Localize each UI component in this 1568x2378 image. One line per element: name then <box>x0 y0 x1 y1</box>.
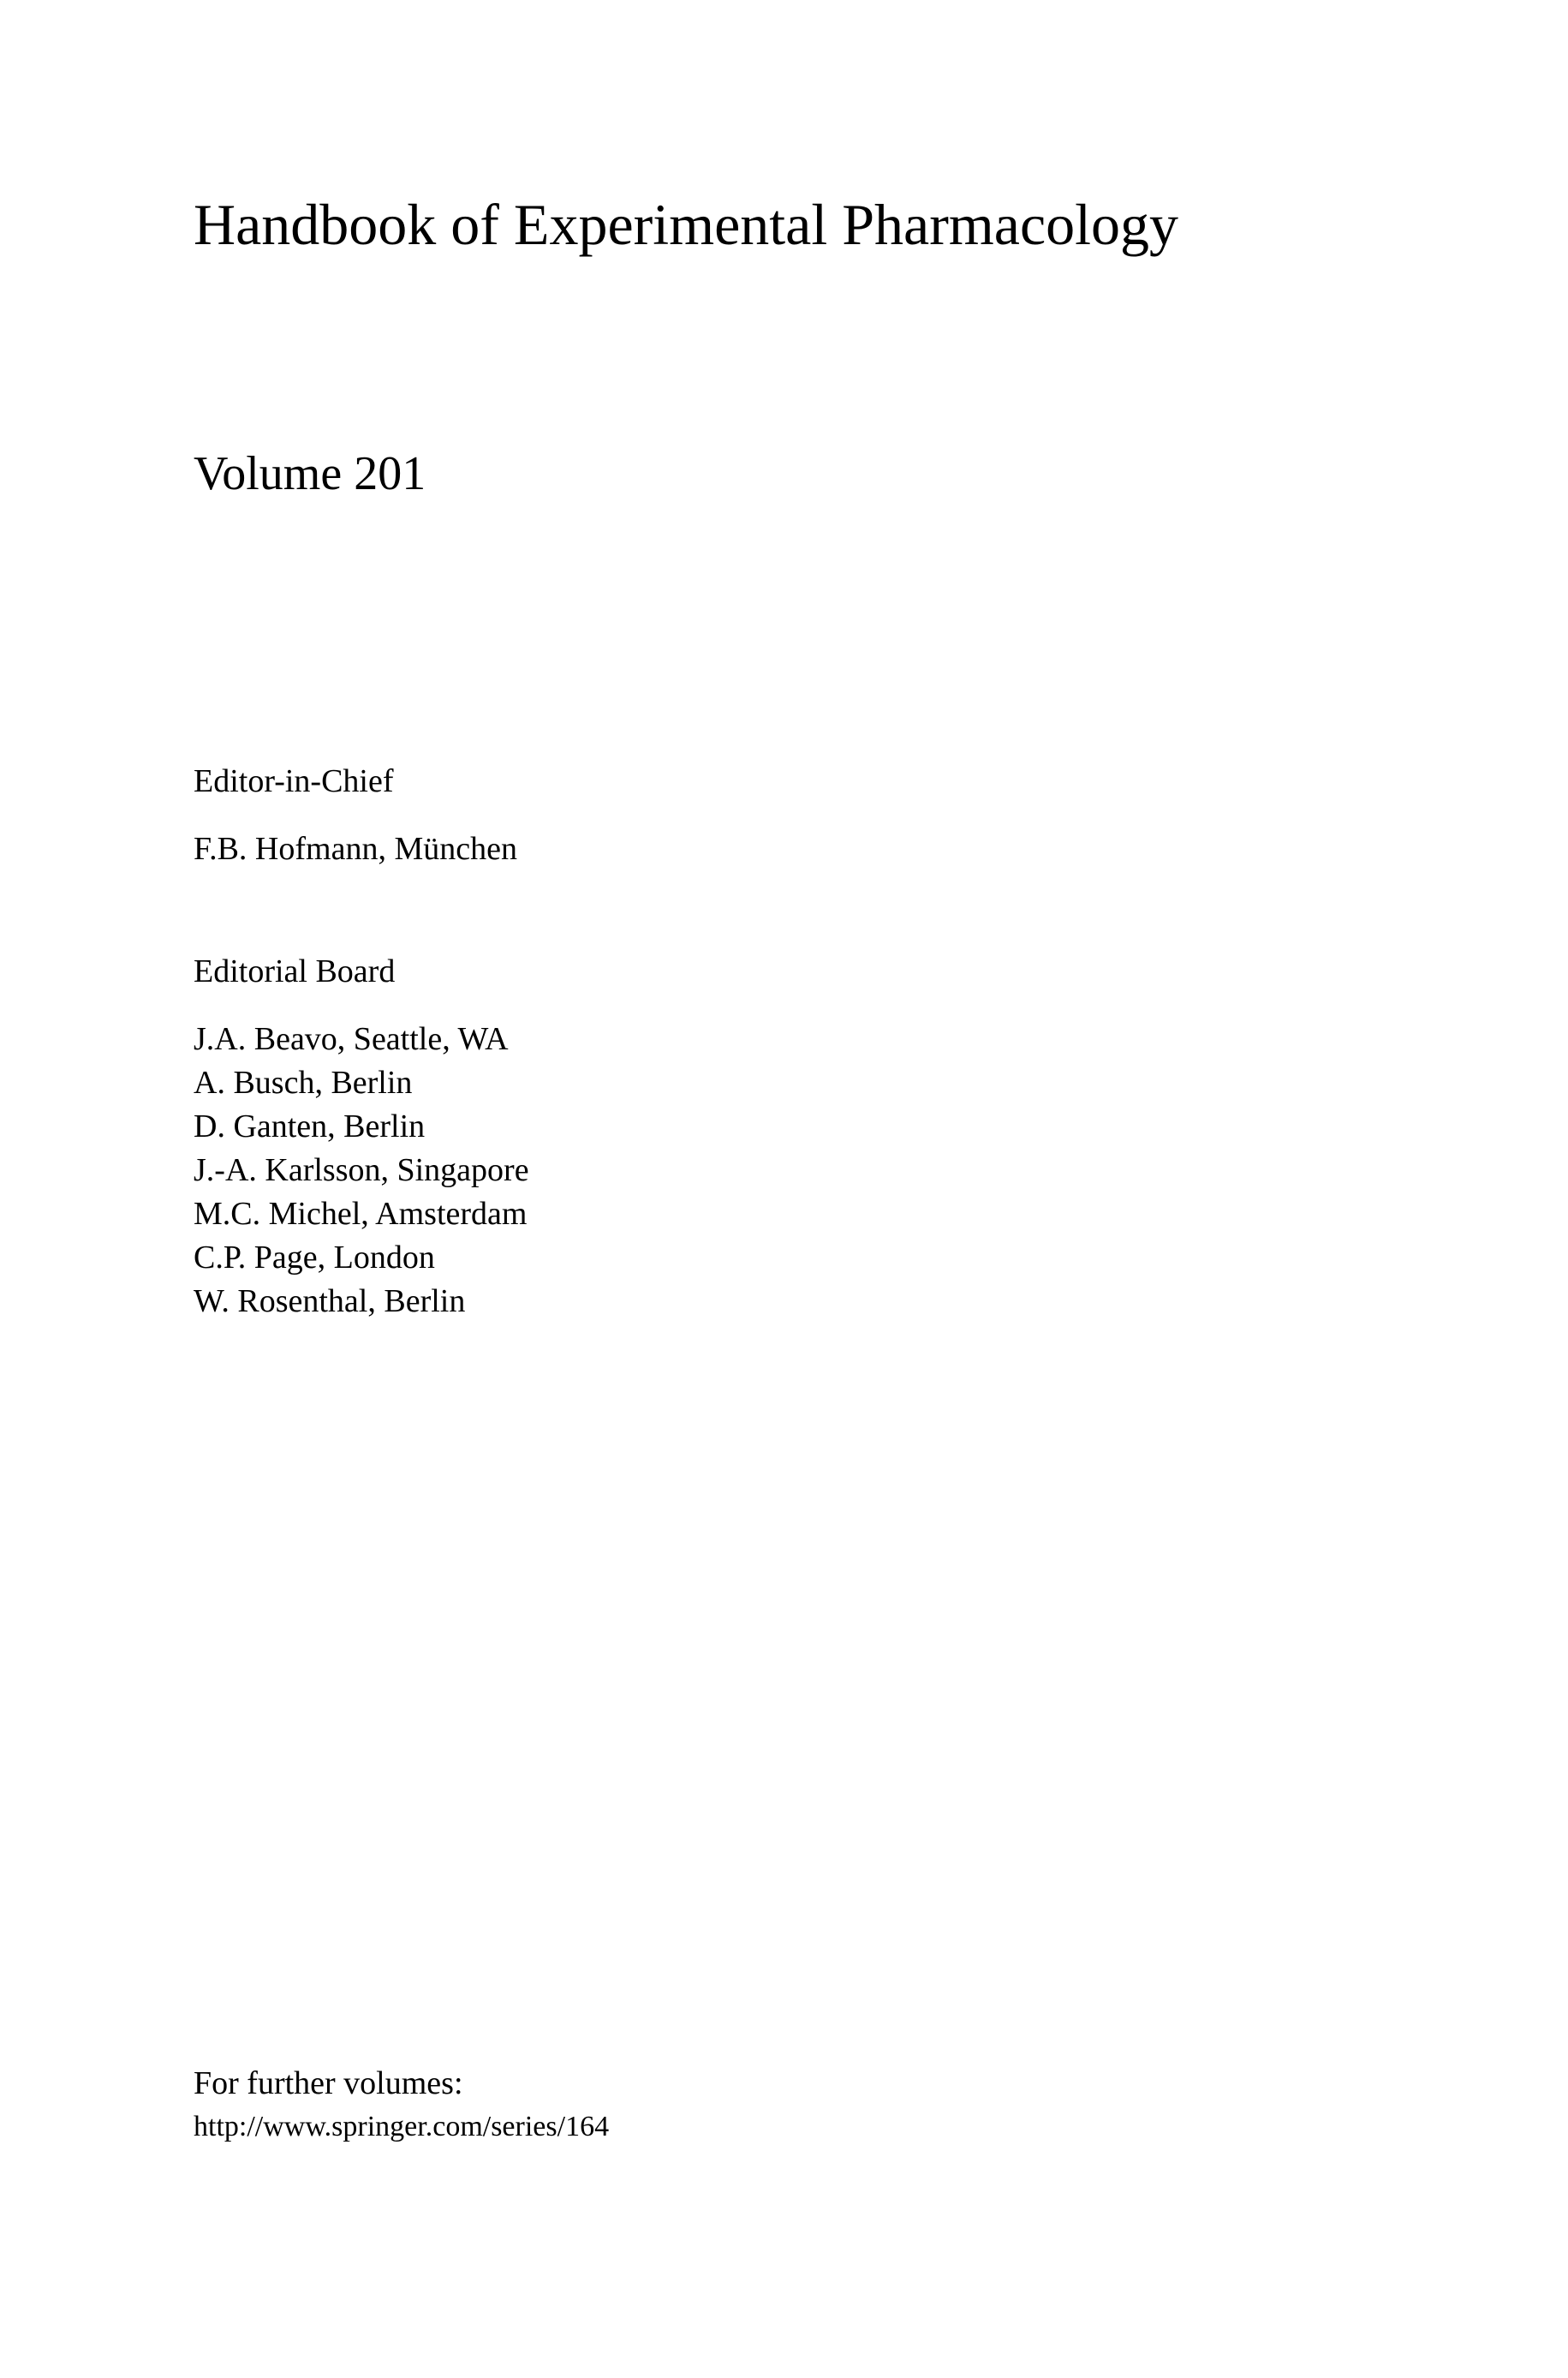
editor-in-chief-heading: Editor-in-Chief <box>194 763 394 799</box>
further-volumes-link[interactable]: http://www.springer.com/series/164 <box>194 2111 610 2142</box>
further-volumes-label: For further volumes: <box>194 2065 463 2101</box>
board-member: J.A. Beavo, Seattle, WA <box>194 1021 509 1057</box>
board-member: W. Rosenthal, Berlin <box>194 1283 466 1319</box>
board-member: D. Ganten, Berlin <box>194 1108 426 1144</box>
editor-in-chief-name: F.B. Hofmann, München <box>194 831 517 867</box>
board-member: M.C. Michel, Amsterdam <box>194 1196 528 1232</box>
board-member: C.P. Page, London <box>194 1240 435 1276</box>
volume-number: Volume 201 <box>194 447 426 500</box>
series-title: Handbook of Experimental Pharmacology <box>194 192 1179 257</box>
editorial-board-list <box>194 1018 529 1323</box>
editorial-board-heading: Editorial Board <box>194 953 396 989</box>
board-member: A. Busch, Berlin <box>194 1065 413 1101</box>
board-member: J.-A. Karlsson, Singapore <box>194 1152 529 1188</box>
